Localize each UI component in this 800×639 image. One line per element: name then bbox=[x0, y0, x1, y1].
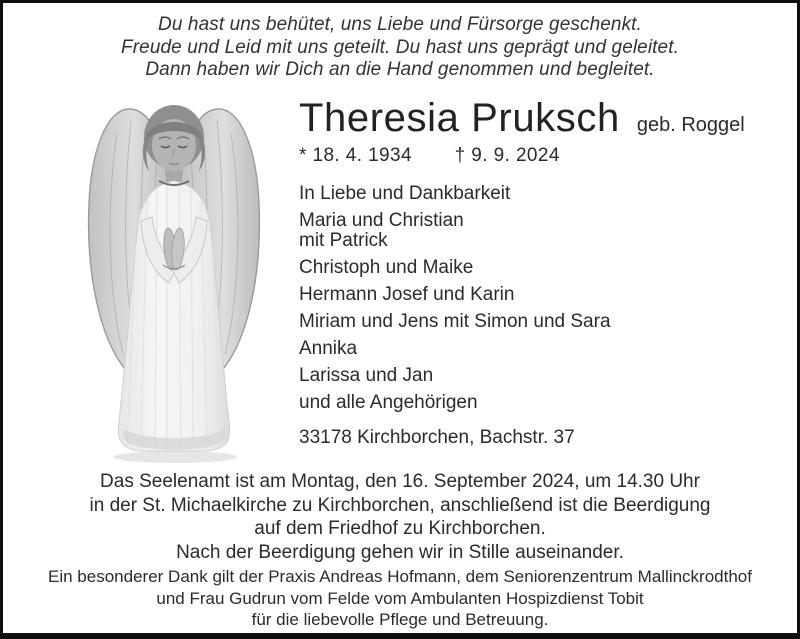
death-date: † 9. 9. 2024 bbox=[454, 145, 560, 166]
mourner-line: Miriam und Jens mit Simon und Sara bbox=[299, 311, 611, 332]
thanks-line: Ein besonderer Dank gilt der Praxis Andreas Hofmann, dem Seniorenzentrum Mallinckrodthof bbox=[48, 567, 752, 586]
deceased-name: Theresia Pruksch bbox=[299, 96, 620, 140]
service-line: auf dem Friedhof zu Kirchborchen. bbox=[254, 518, 546, 539]
epitaph-line: Freude und Leid mit uns geteilt. Du hast uns geprägt und geleitet. bbox=[121, 36, 679, 58]
service-line: Nach der Beerdigung gehen wir in Stille auseinander. bbox=[176, 541, 624, 563]
mourner-line: Maria und Christian bbox=[299, 210, 464, 231]
thanks-line: für die liebevolle Pflege und Betreuung. bbox=[251, 610, 549, 629]
mourner-line: Annika bbox=[299, 338, 358, 359]
mourner-line: Hermann Josef und Karin bbox=[299, 284, 515, 305]
birth-date: * 18. 4. 1934 bbox=[299, 145, 412, 166]
thanks-line: und Frau Gudrun vom Felde vom Ambulanten Hospizdienst Tobit bbox=[156, 588, 644, 608]
mourner-line: mit Patrick bbox=[299, 230, 388, 251]
mourner-line: Christoph und Maike bbox=[299, 257, 474, 278]
epitaph-line: Dann haben wir Dich an die Hand genommen und begleitet. bbox=[145, 59, 655, 80]
epitaph-line: Du hast uns behütet, uns Liebe und Fürsorge geschenkt. bbox=[158, 14, 642, 35]
mourners-list bbox=[299, 184, 611, 413]
praying-angel-icon bbox=[79, 89, 269, 464]
deceased-header bbox=[299, 98, 745, 167]
praying-angel-figurine-photo bbox=[79, 89, 269, 464]
mourner-line: und alle Angehörigen bbox=[299, 392, 478, 413]
service-line: in der St. Michaelkirche zu Kirchborchen, anschließend ist die Beerdigung bbox=[89, 494, 711, 516]
epitaph bbox=[3, 14, 797, 82]
life-dates bbox=[299, 145, 745, 167]
family-address: 33178 Kirchborchen, Bachstr. 37 bbox=[299, 427, 575, 448]
service-line: Das Seelenamt ist am Montag, den 16. September 2024, um 14.30 Uhr bbox=[100, 471, 700, 492]
thanks-note bbox=[3, 566, 797, 631]
mourner-line: Larissa und Jan bbox=[299, 365, 434, 386]
maiden-name: geb. Roggel bbox=[636, 114, 745, 136]
funeral-service-info bbox=[3, 470, 797, 564]
mourners-intro: In Liebe und Dankbarkeit bbox=[299, 183, 511, 204]
